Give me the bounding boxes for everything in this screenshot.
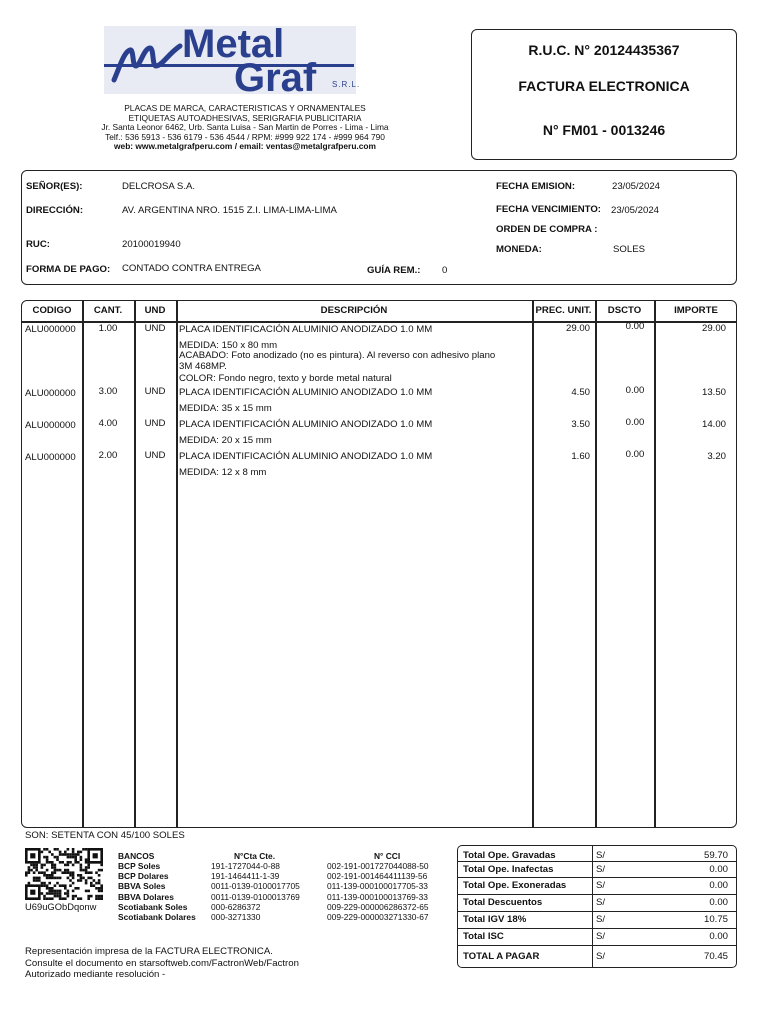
- fecha-vencimiento-label: FECHA VENCIMIENTO:: [496, 204, 602, 215]
- company-web: web: www.metalgrafperu.com / email: ventas@metalgrafperu.com: [114, 141, 376, 152]
- direccion-label: DIRECCIÓN:: [26, 205, 84, 216]
- total-currency: S/: [596, 931, 606, 942]
- row-dscto: 0.00: [625, 417, 645, 428]
- total-currency: S/: [596, 864, 606, 875]
- row-und: UND: [144, 450, 166, 461]
- row-importe: 3.20: [707, 451, 726, 462]
- total-label: Total ISC: [463, 931, 504, 942]
- bank-name: BBVA Soles: [118, 881, 166, 891]
- bank-cci: 002-191-001727044088-50: [327, 861, 429, 871]
- invoice-ruc: R.U.C. N° 20124435367: [528, 42, 680, 58]
- row-cant: 2.00: [98, 450, 118, 461]
- total-value: 10.75: [703, 914, 728, 925]
- header-cant: CANT.: [93, 305, 123, 316]
- column-divider: [654, 301, 656, 827]
- header-codigo: CODIGO: [32, 305, 72, 316]
- totals-row-divider: [458, 894, 736, 895]
- qr-code: [25, 848, 103, 900]
- column-divider: [176, 301, 178, 827]
- direccion-value: AV. ARGENTINA NRO. 1515 Z.I. LIMA-LIMA-LIMA: [122, 205, 337, 216]
- column-divider: [532, 301, 534, 827]
- moneda-label: MONEDA:: [496, 244, 542, 255]
- footer-line: Autorizado mediante resolución -: [25, 969, 166, 981]
- row-desc: PLACA IDENTIFICACIÓN ALUMINIO ANODIZADO 1.0 MM: [179, 387, 433, 398]
- row-desc-extra: MEDIDA: 12 x 8 mm: [179, 467, 267, 478]
- guia-value: 0: [442, 265, 448, 276]
- logo-name-bottom: Graf: [234, 56, 317, 100]
- ruc-label: RUC:: [26, 239, 50, 250]
- row-codigo: ALU000000: [25, 452, 76, 463]
- row-cant: 3.00: [98, 386, 118, 397]
- row-desc-extra: 3M 468MP.: [179, 361, 227, 372]
- total-value: 0.00: [709, 931, 728, 942]
- guia-label: GUÍA REM.:: [367, 265, 421, 276]
- total-label: Total Ope. Inafectas: [463, 864, 554, 875]
- bank-name: Scotiabank Dolares: [118, 912, 196, 922]
- footer-line: Consulte el documento en starsoftweb.com/FactronWeb/Factron: [25, 957, 299, 969]
- row-desc: PLACA IDENTIFICACIÓN ALUMINIO ANODIZADO 1.0 MM: [179, 451, 433, 462]
- fecha-emision-label: FECHA EMISION:: [496, 181, 576, 192]
- bank-cci: 011-139-000100017705-33: [327, 881, 428, 891]
- bank-name: Scotiabank Soles: [118, 902, 188, 912]
- header-importe: IMPORTE: [674, 305, 718, 316]
- total-label: TOTAL A PAGAR: [463, 951, 540, 962]
- invoice-id-box: [471, 29, 737, 160]
- bank-cci: 011-139-000100013769-33: [327, 892, 428, 902]
- company-logo: [104, 22, 364, 100]
- bank-name: BCP Dolares: [118, 871, 169, 881]
- row-dscto: 0.00: [625, 385, 645, 396]
- logo-suffix: S.R.L.: [332, 80, 361, 89]
- row-desc-extra: MEDIDA: 20 x 15 mm: [179, 435, 272, 446]
- bank-cci: 009-229-000006286372-65: [327, 902, 429, 912]
- banks-header: BANCOS: [118, 851, 155, 861]
- company-address: Jr. Santa Leonor 6462, Urb. Santa Luisa - San Martin de Porres - Lima - Lima: [101, 122, 389, 133]
- row-importe: 29.00: [701, 323, 726, 334]
- forma-pago-value: CONTADO CONTRA ENTREGA: [122, 263, 261, 274]
- row-desc: PLACA IDENTIFICACIÓN ALUMINIO ANODIZADO 1.0 MM: [179, 419, 433, 430]
- total-label: Total Descuentos: [463, 897, 543, 908]
- ruc-value: 20100019940: [122, 239, 181, 250]
- totals-row-divider: [458, 877, 736, 878]
- footer-line: Representación impresa de la FACTURA ELECTRONICA.: [25, 946, 273, 957]
- fecha-vencimiento-value: 23/05/2024: [611, 205, 660, 216]
- invoice-number: N° FM01 - 0013246: [542, 122, 666, 138]
- forma-pago-label: FORMA DE PAGO:: [26, 264, 111, 275]
- fecha-emision-value: 23/05/2024: [612, 181, 661, 192]
- row-importe: 13.50: [701, 387, 726, 398]
- cci-header: N° CCI: [374, 851, 401, 861]
- row-desc-extra: MEDIDA: 35 x 15 mm: [179, 403, 272, 414]
- total-value: 0.00: [709, 864, 728, 875]
- header-precio: PREC. UNIT.: [535, 305, 592, 316]
- items-table: [21, 300, 737, 828]
- row-precio: 3.50: [571, 419, 590, 430]
- row-cant: 1.00: [98, 323, 118, 334]
- total-label: Total Ope. Exoneradas: [463, 880, 567, 891]
- company-line: ETIQUETAS AUTOADHESIVAS, SERIGRAFIA PUBLICITARIA: [128, 112, 362, 123]
- bank-cta: 000-6286372: [211, 902, 261, 912]
- senor-label: SEÑOR(ES):: [26, 181, 83, 192]
- bank-cta: 191-1727044-0-88: [211, 861, 280, 871]
- orden-compra-label: ORDEN DE COMPRA :: [496, 224, 598, 235]
- row-precio: 1.60: [571, 451, 590, 462]
- total-currency: S/: [596, 897, 606, 908]
- bank-cci: 009-229-000003271330-67: [327, 912, 429, 922]
- totals-box: [457, 845, 737, 968]
- logo-name-top: Metal: [182, 22, 285, 66]
- totals-row-divider: [458, 928, 736, 929]
- row-dscto: 0.00: [625, 449, 645, 460]
- row-desc-extra: MEDIDA: 150 x 80 mm: [179, 340, 278, 351]
- column-divider: [82, 301, 84, 827]
- header-und: UND: [144, 305, 166, 316]
- bank-cta: 0011-0139-0100013769: [211, 892, 300, 902]
- footer-notes: [25, 946, 299, 981]
- company-info: [80, 104, 410, 152]
- total-currency: S/: [596, 951, 606, 962]
- row-codigo: ALU000000: [25, 420, 76, 431]
- header-descripcion: DESCRIPCIÓN: [320, 305, 388, 316]
- row-codigo: ALU000000: [25, 388, 76, 399]
- header-dscto: DSCTO: [607, 305, 642, 316]
- bank-name: BCP Soles: [118, 861, 161, 871]
- row-codigo: ALU000000: [25, 324, 76, 335]
- amount-in-words: SON: SETENTA CON 45/100 SOLES: [25, 830, 185, 841]
- client-info-box: [21, 170, 737, 285]
- senor-value: DELCROSA S.A.: [122, 181, 196, 192]
- company-phones: Telf.: 536 5913 - 536 6179 - 536 4544 / RPM: #999 922 174 - #999 964 790: [105, 131, 385, 142]
- row-precio: 4.50: [571, 387, 590, 398]
- bank-cci: 002-191-001464411139-56: [327, 871, 428, 881]
- logo-m-icon: [110, 36, 186, 88]
- row-und: UND: [144, 418, 166, 429]
- totals-row-divider: [458, 861, 736, 862]
- total-value: 0.00: [709, 880, 728, 891]
- qr-caption: U69uGObDqonw: [25, 901, 97, 912]
- bank-cta: 000-3271330: [211, 912, 261, 922]
- row-dscto: 0.00: [625, 321, 645, 332]
- row-importe: 14.00: [701, 419, 726, 430]
- total-currency: S/: [596, 880, 606, 891]
- company-line: PLACAS DE MARCA, CARACTERISTICAS Y ORNAMENTALES: [124, 103, 366, 113]
- totals-divider: [592, 846, 593, 967]
- bank-name: BBVA Dolares: [118, 892, 174, 902]
- row-desc-extra: ACABADO: Foto anodizado (no es pintura). Al reverso con adhesivo plano: [179, 350, 496, 361]
- moneda-value: SOLES: [613, 244, 645, 255]
- row-desc: PLACA IDENTIFICACIÓN ALUMINIO ANODIZADO 1.0 MM: [179, 324, 433, 335]
- row-precio: 29.00: [565, 323, 590, 334]
- column-divider: [595, 301, 597, 827]
- total-currency: S/: [596, 850, 606, 861]
- row-cant: 4.00: [98, 418, 118, 429]
- total-currency: S/: [596, 914, 606, 925]
- total-value: 59.70: [703, 850, 728, 861]
- row-und: UND: [144, 386, 166, 397]
- invoice-type: FACTURA ELECTRONICA: [518, 78, 690, 94]
- bank-cta: 0011-0139-0100017705: [211, 881, 300, 891]
- bank-cta: 191-1464411-1-39: [211, 871, 280, 881]
- row-und: UND: [144, 323, 166, 334]
- row-desc-extra: COLOR: Fondo negro, texto y borde metal natural: [179, 373, 392, 384]
- total-label: Total Ope. Gravadas: [463, 850, 556, 861]
- total-label: Total IGV 18%: [463, 914, 527, 925]
- cta-header: N°Cta Cte.: [234, 851, 276, 861]
- total-value: 70.45: [703, 951, 728, 962]
- totals-row-divider: [458, 945, 736, 946]
- column-divider: [134, 301, 136, 827]
- total-value: 0.00: [709, 897, 728, 908]
- totals-row-divider: [458, 911, 736, 912]
